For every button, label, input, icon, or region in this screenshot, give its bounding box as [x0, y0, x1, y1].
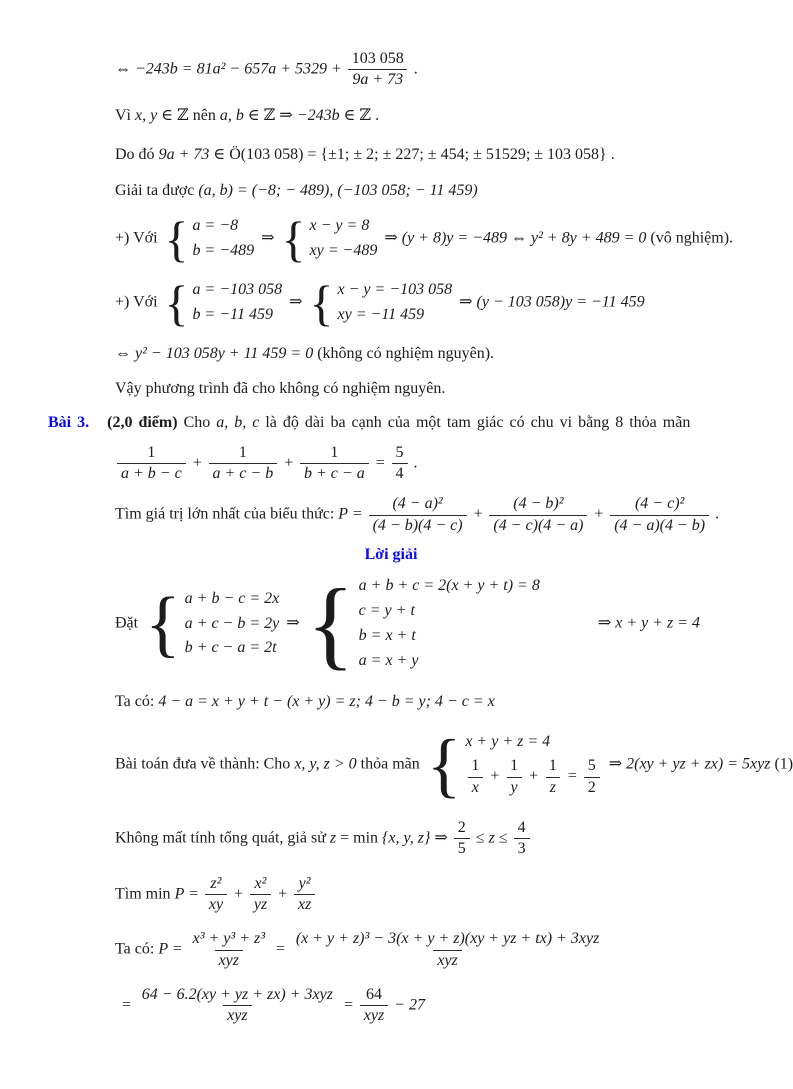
math-run: (4 − a)(4 − b)	[614, 516, 706, 534]
cases-group	[164, 211, 255, 268]
text-run: Vậy phương trình đã cho không có nghiệm nguyên.	[115, 379, 446, 397]
left-brace-icon: {	[164, 211, 189, 268]
left-brace-icon: {	[145, 582, 181, 665]
fraction	[392, 444, 408, 484]
math-run: (4 − c)²	[634, 495, 685, 513]
math-run: 2(xy + yz + zx) = 5xyz	[626, 755, 771, 773]
text-run: (103 058)	[240, 145, 304, 163]
denominator	[546, 777, 560, 797]
denominator	[610, 515, 709, 535]
text-run: .	[711, 505, 720, 523]
text-run: 1	[548, 757, 557, 775]
denominator	[223, 1005, 251, 1025]
text-run: 5	[457, 840, 466, 858]
text-run: Đặt	[115, 614, 143, 632]
fraction	[506, 757, 522, 797]
cases-body	[193, 280, 283, 326]
line-integer-condition	[115, 106, 723, 127]
denominator	[205, 894, 227, 914]
math-run: P =	[338, 505, 367, 523]
text-run: Ta có:	[115, 940, 159, 958]
case-line	[359, 601, 415, 622]
text-run: 64	[365, 986, 382, 1004]
case-line	[193, 305, 273, 326]
line-eq-expansion	[115, 50, 723, 90]
text-run: 3	[517, 840, 526, 858]
math-run: a = x + y	[358, 651, 419, 669]
cases-body	[193, 216, 255, 262]
math-run: (a, b) = (−8; − 489), (−103 058; − 11 459)	[198, 182, 478, 200]
numerator	[206, 875, 225, 894]
text-run: thỏa mãn	[356, 755, 424, 773]
numerator	[467, 757, 483, 776]
math-run: +	[485, 767, 505, 785]
math-run: ≤ z ≤	[471, 829, 512, 847]
text-run: 2	[457, 818, 466, 836]
case-line	[185, 589, 280, 610]
text-run: ⇒	[282, 614, 304, 632]
case-line	[465, 732, 550, 753]
fraction	[360, 986, 388, 1026]
math-run: yz	[253, 895, 268, 913]
text-run: ⇒	[455, 293, 477, 311]
math-run: 9a + 73	[352, 71, 404, 89]
cases-group	[281, 211, 378, 268]
text-run: ⇔	[115, 345, 135, 363]
math-run: +	[273, 885, 292, 903]
text-run: 4	[517, 818, 526, 836]
text-run: .	[409, 454, 418, 472]
text-run: ⇒	[380, 229, 402, 247]
math-run: =	[562, 767, 582, 785]
numerator	[392, 444, 408, 463]
text-run: (1)	[770, 755, 793, 773]
line-problem-3-statement	[48, 413, 723, 434]
fraction	[138, 986, 337, 1026]
text-run: .	[409, 60, 418, 78]
math-run: x, y, z > 0	[294, 755, 357, 773]
fraction	[117, 444, 186, 484]
math-run: x³ + y³ + z³	[192, 930, 266, 948]
numerator	[509, 495, 567, 514]
math-run: x + y + z = 4	[615, 614, 701, 632]
numerator	[189, 930, 269, 949]
math-run: b = −489	[192, 242, 255, 260]
math-run: xyz	[227, 1007, 248, 1025]
math-run: a + b + c = 2(x + y + t) = 8	[358, 577, 540, 595]
text-run: Bài toán đưa về thành: Cho	[115, 755, 295, 773]
text-run: 1	[471, 757, 480, 775]
denominator	[369, 515, 467, 535]
math-run: P =	[158, 940, 187, 958]
cases-body	[310, 216, 378, 262]
math-run: a = −103 058	[192, 281, 283, 299]
text-run: = {±1; ± 2; ± 227; ± 454; ± 51529; ± 103 058} .	[303, 145, 615, 163]
line-conclusion-problem-2	[115, 379, 723, 400]
math-run: −243b = 81a² − 657a + 5329 +	[135, 60, 346, 78]
math-run: +	[187, 454, 207, 472]
text-run: Giải ta được	[115, 182, 199, 200]
numerator	[251, 875, 271, 894]
math-run: a, b	[219, 106, 244, 124]
math-run: a + c − b = 2y	[184, 614, 280, 632]
case-line	[310, 241, 378, 262]
math-run: x, y	[135, 106, 158, 124]
math-run: (4 − b)(4 − c)	[372, 516, 463, 534]
numerator	[138, 986, 337, 1005]
case-line	[465, 757, 601, 797]
math-run: y² − 103 058y + 11 459 = 0	[135, 345, 314, 363]
cases-body	[185, 589, 280, 659]
denominator	[507, 777, 522, 797]
case-line	[193, 241, 255, 262]
text-run: 103 058	[351, 50, 404, 67]
line-objective-P	[115, 495, 723, 535]
math-run: xy = −489	[309, 242, 378, 260]
math-run: +	[524, 767, 543, 785]
case-line	[359, 626, 416, 647]
math-run: z²	[210, 874, 222, 892]
text-run: Ta có:	[115, 692, 159, 710]
text-run: ⇔	[506, 229, 531, 247]
math-run: +	[589, 505, 609, 523]
math-run: a + b − c = 2x	[184, 589, 280, 607]
math-run: xyz	[363, 1007, 385, 1025]
text-run: +) Với	[115, 293, 162, 311]
text-run: ⇒	[285, 293, 307, 311]
fraction	[250, 875, 271, 915]
text-run: 1	[510, 757, 519, 775]
math-run: b = x + t	[358, 626, 416, 644]
denominator	[250, 894, 271, 914]
math-run: c = y + t	[358, 602, 415, 620]
fraction	[610, 495, 709, 535]
denominator	[489, 515, 587, 535]
text-run: = min	[336, 829, 383, 847]
text-run: ∈ ℤ ⇒	[243, 106, 297, 124]
math-run: +	[468, 505, 488, 523]
fraction	[514, 819, 530, 859]
math-run: xyz	[218, 951, 240, 969]
numerator	[362, 986, 386, 1005]
denominator	[433, 950, 461, 970]
numerator	[514, 819, 530, 838]
math-run: =	[338, 996, 358, 1014]
fraction	[369, 495, 467, 535]
denominator	[215, 950, 243, 970]
line-case-1	[115, 211, 734, 268]
case-line	[193, 280, 283, 301]
left-brace-icon: {	[306, 567, 355, 679]
text-run: (vô nghiệm).	[646, 229, 734, 247]
text-run: ⇒	[597, 614, 616, 632]
numerator	[506, 757, 522, 776]
left-brace-icon: {	[164, 275, 189, 332]
text-run: ⇒	[604, 755, 627, 773]
math-run: 64 − 6.2(xy + yz + zx) + 3xyz	[141, 986, 333, 1004]
numerator	[292, 930, 604, 949]
math-run: xy	[208, 895, 224, 913]
case-line	[359, 651, 419, 672]
case-line	[193, 216, 239, 237]
denominator	[294, 894, 315, 914]
line-min-P-expression	[115, 875, 723, 915]
numerator	[388, 495, 446, 514]
math-run: x − y = 8	[309, 217, 370, 235]
fraction	[292, 930, 604, 970]
h-spacer	[543, 623, 598, 624]
text-run: Tìm min	[115, 885, 175, 903]
fraction	[294, 875, 315, 915]
math-run: −243b	[296, 106, 340, 124]
line-P-simplified	[121, 986, 723, 1026]
text-run: ⇒	[257, 229, 279, 247]
numerator	[545, 757, 561, 776]
math-run: {x, y, z}	[382, 829, 431, 847]
denominator	[468, 777, 483, 797]
denominator	[360, 1005, 388, 1025]
math-run: (y + 8)y = −489	[401, 229, 507, 247]
cases-body	[359, 576, 540, 671]
cases-group	[309, 275, 453, 332]
text-run: ⇔	[115, 60, 135, 78]
math-run: z	[329, 829, 337, 847]
math-run: a = −8	[192, 217, 239, 235]
numerator	[631, 495, 688, 514]
text-run: 1	[330, 443, 339, 461]
numerator	[295, 875, 315, 894]
problem-number-label: Bài 3.	[48, 413, 90, 431]
numerator	[235, 444, 251, 463]
text-run: ∈ ℤ nên	[157, 106, 220, 124]
text-run: Không mất tính tổng quát, giả sử	[115, 829, 330, 847]
line-constraint-equation	[115, 444, 723, 484]
math-run: =	[271, 940, 290, 958]
line-derived-identities	[115, 692, 723, 713]
case-line	[185, 614, 280, 635]
case-line	[185, 638, 277, 659]
text-run: ⇒	[430, 829, 452, 847]
math-run: (x + y + z)³ − 3(x + y + z)(xy + yz + tx) + 3xyz	[295, 930, 600, 948]
math-run: 4 − a = x + y + t − (x + y) = z; 4 − b = y; 4 − c = x	[158, 692, 495, 710]
cases-group	[306, 567, 540, 679]
line-wlog-assumption	[115, 819, 723, 859]
text-run: Cho	[183, 413, 217, 431]
text-run: (không có nghiệm nguyên).	[313, 345, 495, 363]
fraction	[189, 930, 269, 970]
text-run: Do đó	[115, 145, 159, 163]
line-P-expansion	[115, 930, 723, 970]
math-run: z	[549, 778, 557, 796]
math-run: b + c − a = 2t	[184, 639, 277, 657]
line-eq-no-integer-roots	[115, 344, 723, 365]
text-run: 5	[395, 443, 404, 461]
case-line	[338, 280, 453, 301]
case-line	[310, 216, 370, 237]
math-run: a, b, c	[216, 413, 260, 431]
math-run: +	[229, 885, 248, 903]
left-brace-icon: {	[309, 275, 334, 332]
fraction	[584, 757, 600, 797]
text-run: Vì	[115, 106, 135, 124]
math-run: x + y + z = 4	[465, 733, 551, 751]
math-run: x²	[254, 874, 267, 892]
math-run: (4 − b)²	[513, 495, 564, 513]
text-run: Tìm giá trị lớn nhất của biểu thức:	[115, 505, 339, 523]
numerator	[454, 819, 470, 838]
case-line	[359, 576, 540, 597]
fraction	[205, 875, 227, 915]
math-run: (4 − c)(4 − a)	[493, 516, 584, 534]
math-run: a + c − b	[212, 464, 274, 482]
fraction	[545, 757, 561, 797]
denominator	[300, 463, 369, 483]
math-run: xy = −11 459	[337, 306, 425, 324]
math-run: (4 − a)²	[392, 495, 443, 513]
case-line	[338, 305, 425, 326]
math-run: =	[121, 996, 136, 1014]
fraction	[489, 495, 587, 535]
h-spacer	[89, 423, 107, 424]
denominator	[514, 838, 530, 858]
math-run: a + b − c	[121, 464, 182, 482]
cases-group	[426, 724, 602, 805]
text-run: 1	[147, 443, 156, 461]
text-run: 4	[395, 464, 404, 482]
line-divisor-set	[115, 145, 723, 166]
text-run: ∈ ℤ .	[339, 106, 380, 124]
left-brace-icon: {	[281, 211, 306, 268]
math-run: 9a + 73	[158, 145, 210, 163]
fraction	[454, 819, 470, 859]
numerator	[348, 50, 408, 69]
text-run: 5	[587, 757, 596, 775]
cases-group	[145, 582, 280, 665]
numerator	[143, 444, 159, 463]
math-run: x	[471, 778, 479, 796]
math-run: b = −11 459	[192, 306, 273, 324]
cases-group	[164, 275, 283, 332]
denominator	[392, 463, 408, 483]
bold-run: (2,0 điểm)	[107, 413, 184, 431]
line-solution-heading	[87, 545, 695, 566]
cases-body	[338, 280, 453, 326]
line-case-2	[115, 275, 723, 332]
cases-body	[465, 732, 601, 797]
fraction	[348, 50, 408, 90]
text-run: ∈ Ö	[209, 145, 241, 163]
fraction	[467, 757, 483, 797]
denominator	[348, 69, 407, 89]
math-run: y²	[298, 874, 311, 892]
left-brace-icon: {	[426, 724, 462, 805]
math-run: xz	[297, 895, 312, 913]
denominator	[117, 463, 186, 483]
denominator	[584, 777, 600, 797]
text-run: 1	[238, 443, 247, 461]
math-run: =	[370, 454, 390, 472]
line-solutions-ab	[115, 181, 723, 202]
line-substitution-system	[115, 567, 723, 679]
numerator	[584, 757, 600, 776]
math-run: − 27	[390, 996, 425, 1014]
math-run: b + c − a	[304, 464, 365, 482]
fraction	[300, 444, 369, 484]
math-run: P =	[174, 885, 203, 903]
text-run: 2	[587, 778, 596, 796]
solution-heading-text: Lời giải	[364, 546, 418, 564]
math-run: x − y = −103 058	[337, 281, 453, 299]
math-run: +	[279, 454, 298, 472]
text-run: +) Với	[115, 229, 162, 247]
numerator	[326, 444, 342, 463]
denominator	[454, 838, 470, 858]
math-run: xyz	[437, 951, 458, 969]
line-reformulated-problem	[115, 724, 793, 805]
math-run: (y − 103 058)y = −11 459	[476, 293, 645, 311]
fraction	[209, 444, 278, 484]
text-run: là độ dài ba cạnh của một tam giác có chu vi bằng 8 thỏa mãn	[259, 413, 691, 431]
math-run: y	[510, 778, 518, 796]
math-run: y² + 8y + 489 = 0	[530, 229, 647, 247]
denominator	[209, 463, 278, 483]
